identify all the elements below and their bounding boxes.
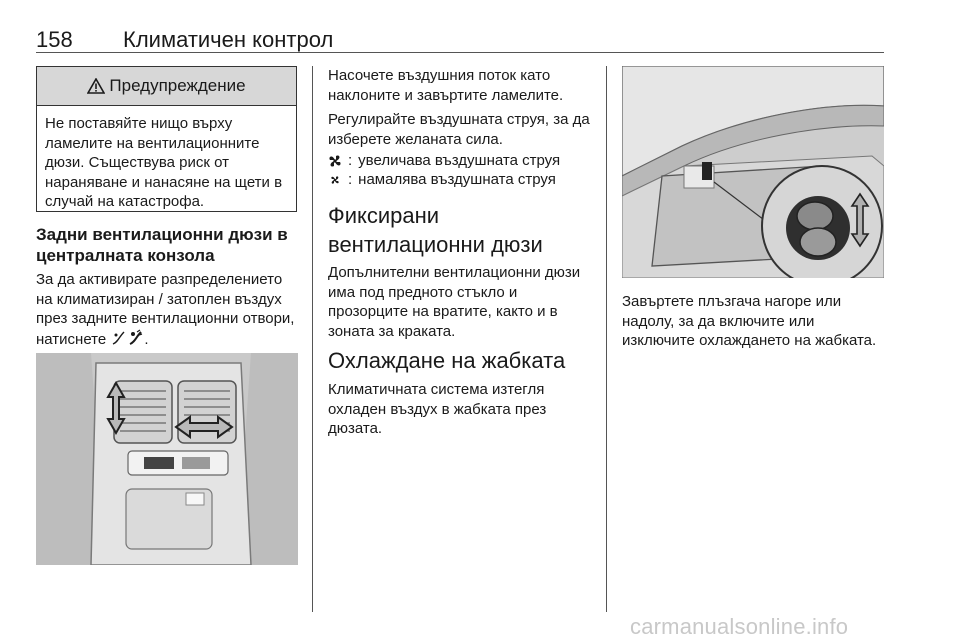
glovebox-caption: Завъртете плъзгача нагоре или надолу, за да включите или изключите охлаждането на жабката. bbox=[622, 293, 877, 349]
fan-decrease-row bbox=[328, 170, 556, 190]
fan-increase-text: увеличава въздушната струя bbox=[358, 152, 561, 169]
column-divider-1 bbox=[312, 66, 313, 612]
fixed-vents-heading: Фиксирани вентилационни дюзи bbox=[328, 203, 543, 257]
rear-console-illustration bbox=[36, 353, 298, 565]
rear-console-figure bbox=[36, 353, 298, 565]
glovebox-figure bbox=[622, 66, 884, 278]
glovebox-text: Климатичната система изтегля охладен въздух в жабката през дюзата. bbox=[328, 381, 547, 437]
fan-large-icon bbox=[328, 154, 342, 168]
adjust-paragraph-2: Регулирайте въздушната струя, за да изберете желаната сила. bbox=[328, 111, 590, 148]
glovebox-illustration bbox=[622, 66, 884, 278]
column-divider-2 bbox=[606, 66, 607, 612]
page-number: 158 bbox=[36, 27, 73, 52]
fixed-vents-text: Допълнителни вентилационни дюзи има под предното стъкло и прозорците на вратите, както и в зоната за краката. bbox=[328, 264, 581, 340]
glovebox-heading: Охлаждане на жабката bbox=[328, 348, 566, 373]
rear-vents-text-body: За да активирате разпределението на климатизиран / затоплен въздух през задните вентилационни отвори, натиснете bbox=[36, 271, 295, 348]
rear-vents-text-suffix: . bbox=[144, 330, 149, 348]
rear-vents-text bbox=[36, 270, 300, 349]
page-header bbox=[36, 24, 884, 54]
header-rule bbox=[36, 52, 884, 53]
watermark: carmanualsonline.info bbox=[630, 614, 849, 639]
fan-decrease-text: намалява въздушната струя bbox=[358, 171, 556, 188]
warning-box bbox=[36, 66, 297, 212]
warning-header bbox=[37, 67, 296, 106]
page-title: Климатичен контрол bbox=[123, 27, 334, 52]
rear-vents-heading: Задни вентилационни дюзи в централната конзола bbox=[36, 225, 288, 265]
fan-small-icon bbox=[328, 173, 342, 187]
warning-triangle-icon bbox=[87, 78, 105, 94]
adjust-paragraph-1: Насочете въздушния поток като наклоните и завъртите ламелите. bbox=[328, 67, 564, 104]
warning-text: Не поставяйте нищо върху ламелите на вентилационните дюзи. Съществува риск от нараняване и нанасяне на щети в случай на катастрофа. bbox=[45, 115, 283, 210]
rear-airflow-icon bbox=[110, 329, 144, 347]
fan-increase-row bbox=[328, 151, 560, 171]
fan-increase-sep: : bbox=[348, 152, 353, 169]
fan-decrease-sep: : bbox=[348, 171, 353, 188]
warning-title: Предупреждение bbox=[109, 76, 246, 95]
